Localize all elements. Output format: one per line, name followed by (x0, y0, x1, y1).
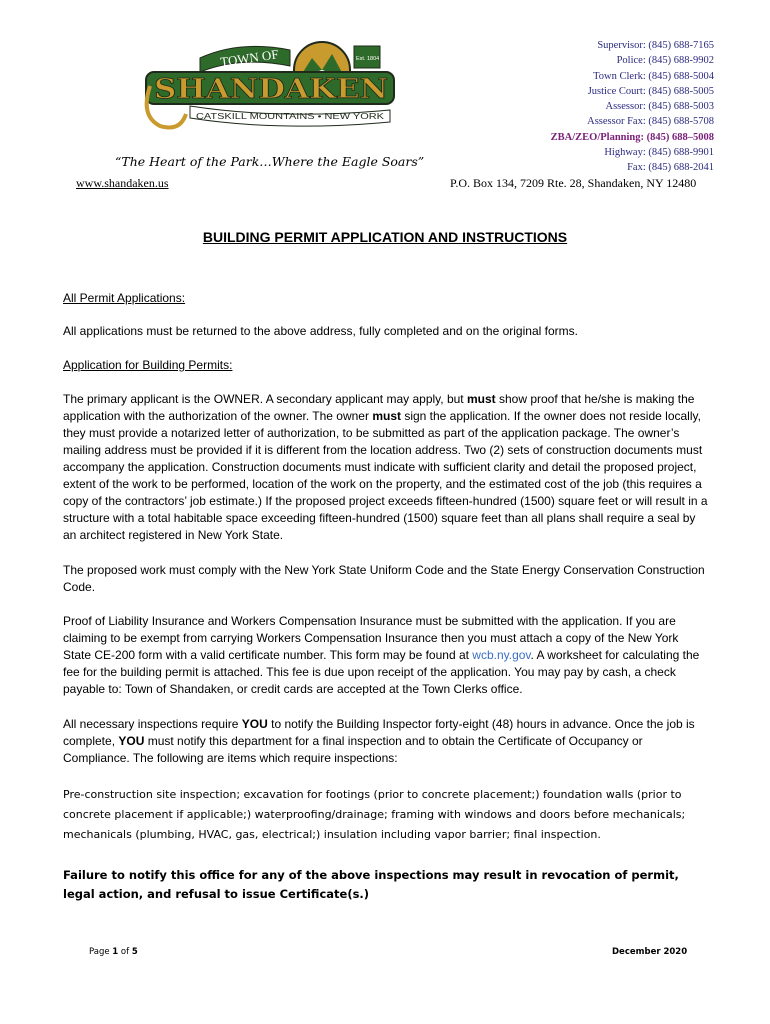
logo-name: SHANDAKEN (154, 74, 388, 105)
heading-all-permits: All Permit Applications: (63, 291, 186, 305)
logo-sub: CATSKILL MOUNTAINS • NEW YORK (196, 112, 385, 121)
contact-assessor-fax: Assessor Fax: (845) 688-5708 (587, 116, 714, 128)
logo-est: Est. 1804 (356, 56, 380, 62)
paragraph-all-permits: All applications must be returned to the above address, fully completed and on the original forms. (63, 324, 578, 338)
wcb-link[interactable]: wcb.ny.gov (472, 648, 531, 662)
logo-town-of: TOWN OF (219, 46, 280, 70)
mailing-address: P.O. Box 134, 7209 Rte. 28, Shandaken, NY 12480 (450, 176, 697, 190)
page-number: Page 1 of 5 (89, 947, 138, 957)
contact-assessor: Assessor: (845) 688-5003 (605, 101, 714, 113)
warning-notice: Failure to notify this office for any of the above inspections may result in revocation of permit, legal action, and refusal to issue Certificate(s.) (63, 868, 679, 901)
contact-justice-court: Justice Court: (845) 688-5005 (587, 85, 714, 97)
contact-list (551, 38, 714, 176)
paragraph-primary-applicant: The primary applicant is the OWNER. A secondary applicant may apply, but must show proof that he/she is making the application with the authorization of the owner. The owner must sign the application. If the owner does not reside locally, they must provide a notarized letter of authorization, to be submitted as part of the application package. The owner’s mailing address must be provided if it is different from the location address. Two (2) sets of construction documents must accompany the application. Construction documents must indicate with sufficient clarity and detail the proposed project, extent of the work to be performed, location of the work on the property, and the estimated cost of the job (this requires a copy of the contractors’ job estimate.) If the proposed project exceeds fifteen-hundred (1500) square feet or will result in a structure with a total habitable space exceeding fifteen-hundred (1500) square feet than all plans shall require a seal by an architect registered in New York State. (63, 392, 708, 542)
contact-highway: Highway: (845) 688-9901 (604, 147, 714, 159)
heading-building-permits: Application for Building Permits: (63, 358, 233, 372)
inspection-list: Pre-construction site inspection; excavation for footings (prior to concrete placement;) foundation walls (prior to concrete placement if applicable;) waterproofing/drainage; framing with windows and doors before mechanicals; mechanicals (plumbing, HVAC, gas, electrical;) insulation including vapor barrier; final inspection. (63, 788, 686, 841)
paragraph-code-compliance: The proposed work must comply with the New York State Uniform Code and the State Energy Conservation Construction Code. (63, 563, 705, 594)
contact-town-clerk: Town Clerk: (845) 688-5004 (593, 70, 714, 82)
contact-fax: Fax: (845) 688-2041 (627, 162, 714, 174)
page-title: BUILDING PERMIT APPLICATION AND INSTRUCTIONS (202, 229, 568, 245)
website-link[interactable]: www.shandaken.us (76, 176, 169, 190)
town-logo (140, 36, 400, 136)
contact-supervisor: Supervisor: (845) 688-7165 (597, 40, 714, 51)
footer-date: December 2020 (612, 947, 688, 957)
contact-police: Police: (845) 688-9902 (616, 55, 714, 67)
tagline: “The Heart of the Park…Where the Eagle Soars” (115, 154, 425, 169)
paragraph-inspections: All necessary inspections require YOU to notify the Building Inspector forty-eight (48) hours in advance. Once the job is complete, YOU must notify this department for a final inspection and to obtain the Certificate of Occupancy or Compliance. The following are items which require inspections: (63, 717, 695, 765)
paragraph-insurance: Proof of Liability Insurance and Workers Compensation Insurance must be submitted with the application. If you are claiming to be exempt from carrying Workers Compensation Insurance then you must attach a copy of the New York State CE-200 form with a valid certificate number. This form may be found at wcb.ny.gov. A worksheet for calculating the fee for the building permit is attached. This fee is due upon receipt of the application. You may pay by cash, a check payable to: Town of Shandaken, or credit cards are accepted at the Town Clerks office. (63, 614, 700, 696)
contact-zba-planning: ZBA/ZEO/Planning: (845) 688–5008 (550, 131, 714, 143)
